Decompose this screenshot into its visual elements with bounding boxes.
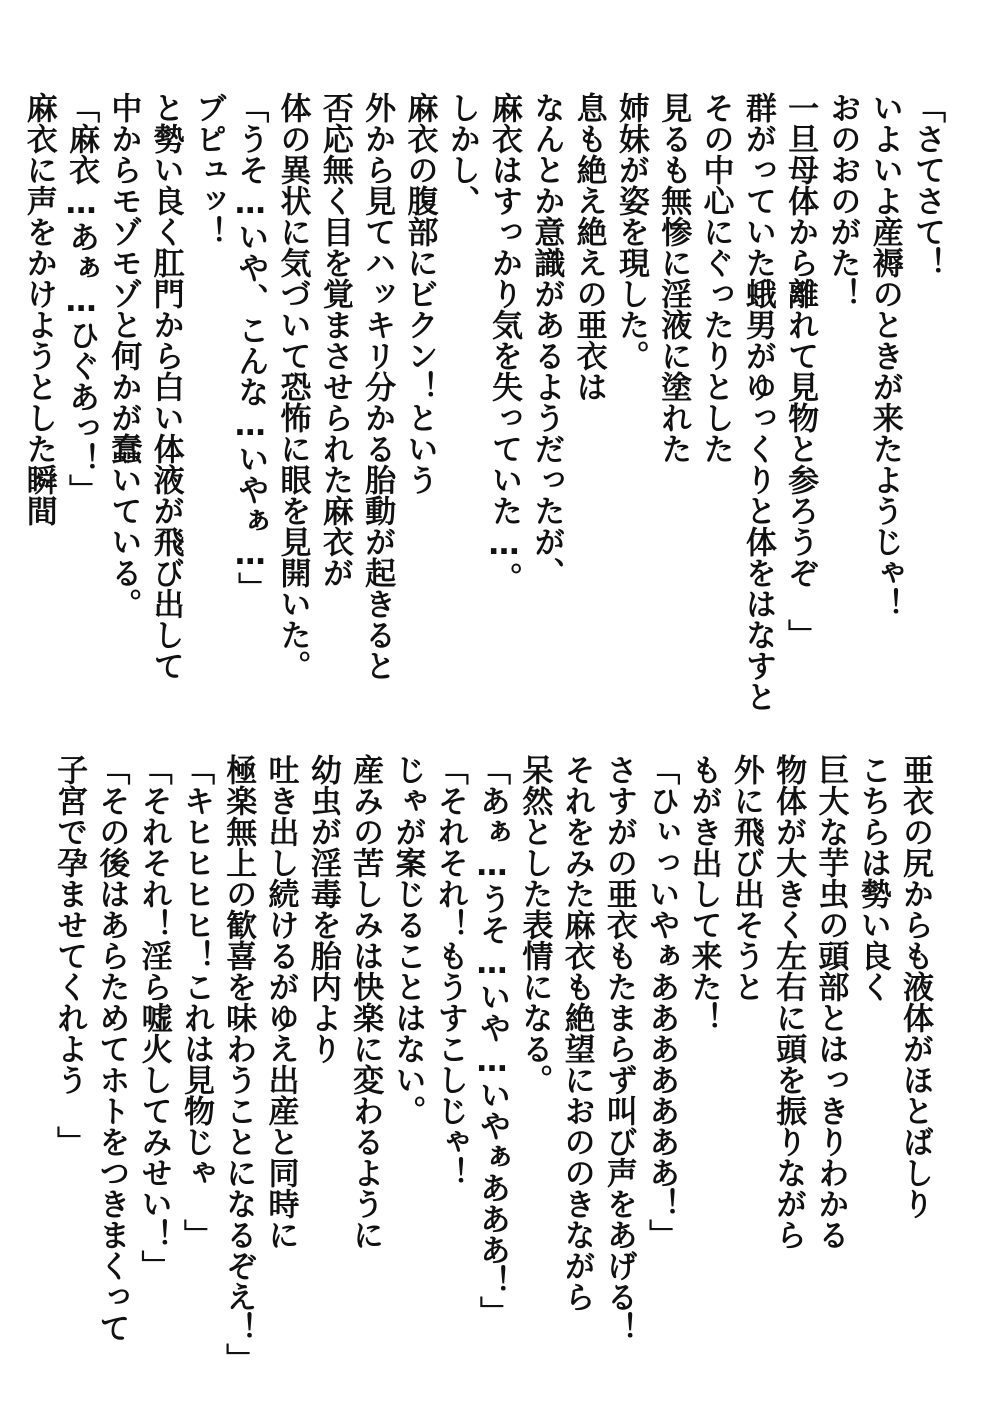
text-line: その中心にぐったりとした bbox=[697, 92, 734, 464]
text-line: 幼虫が淫毒を胎内より bbox=[304, 754, 341, 1064]
lower-text-block bbox=[48, 754, 936, 1374]
text-line: 「それそれ！淫ら嘘火してみせい！」 bbox=[135, 754, 172, 1281]
text-line: 吐き出し続けるがゆえ出産と同時に bbox=[262, 754, 299, 1250]
text-line: 外から見てハッキリ分かる胎動が起きると bbox=[359, 92, 396, 681]
text-line: 見るも無惨に淫液に塗れた bbox=[655, 92, 692, 464]
text-line: 麻衣はすっかり気を失っていた…。 bbox=[486, 92, 523, 593]
text-line: 「キヒヒヒヒ！これは見物じゃ 」 bbox=[177, 754, 214, 1250]
text-line: いよいよ産褥のときが来たようじゃ！ bbox=[866, 92, 903, 619]
text-line: それをみた麻衣も絶望におののきながら bbox=[558, 754, 595, 1312]
text-line: さすがの亜衣もたまらず叫び声をあげる！ bbox=[600, 754, 637, 1343]
text-line: 極楽無上の歓喜を味わうことになるぞえ！」 bbox=[220, 754, 257, 1374]
text-line: 巨大な芋虫の頭部とはっきりわかる bbox=[812, 754, 849, 1250]
text-line: 群がっていた蛾男がゆっくりと体をはなすと bbox=[739, 92, 776, 712]
text-line: じゃが案じることはない。 bbox=[389, 754, 426, 1126]
text-line: 「麻衣…あぁ…ひぐあっ！」 bbox=[63, 92, 100, 505]
text-line: ブピュッ！ bbox=[189, 92, 226, 247]
text-line: 亜衣の尻からも液体がほとばしり bbox=[897, 754, 933, 1219]
text-line: 麻衣に声をかけようとした瞬間 bbox=[20, 92, 57, 526]
text-line: 子宮で孕ませてくれよう 」 bbox=[51, 754, 88, 1157]
text-line: 外に飛び出そうと bbox=[727, 754, 764, 1002]
text-line: 「さてさて！ bbox=[909, 92, 945, 278]
text-line: しかし、 bbox=[443, 92, 480, 216]
text-line: 呆然とした表情になる。 bbox=[516, 754, 553, 1095]
text-line: 物体が大きく左右に頭を振りながら bbox=[770, 754, 807, 1250]
text-line: 「ひぃっいやぁあああああああ！」 bbox=[643, 754, 680, 1250]
text-line: 体の異状に気づいて恐怖に眼を見開いた。 bbox=[274, 92, 311, 681]
text-line: と勢い良く肛門から白い体液が飛び出して bbox=[147, 92, 184, 681]
text-line: 一旦母体から離れて見物と参ろうぞ 」 bbox=[782, 92, 819, 650]
text-line: 「うそ…いや、こんな…いやぁ…」 bbox=[232, 92, 269, 603]
text-line: 産みの苦しみは快楽に変わるように bbox=[347, 754, 384, 1250]
text-line: おのおのがた！ bbox=[824, 92, 861, 309]
text-line: なんとか意識があるようだったが、 bbox=[528, 92, 565, 588]
upper-text-block bbox=[17, 92, 948, 712]
text-line: 息も絶え絶えの亜衣は bbox=[570, 92, 607, 402]
text-line: こちらは勢い良く bbox=[854, 754, 891, 1002]
text-line: 否応無く目を覚まさせられた麻衣が bbox=[316, 92, 353, 588]
text-line: 「それそれ！もうすこしじゃ！ bbox=[431, 754, 468, 1188]
text-line: 姉妹が姿を現した。 bbox=[612, 92, 649, 371]
text-line: 「その後はあらためてホトをつきまくって bbox=[93, 754, 130, 1343]
text-line: 「あぁ…うそ…いや…いやぁあああ！」 bbox=[474, 754, 511, 1327]
text-line: もがき出して来た！ bbox=[685, 754, 722, 1033]
text-line: 中からモゾモゾと何かが蠢いている。 bbox=[105, 92, 142, 619]
text-line: 麻衣の腹部にビクン！という bbox=[401, 92, 438, 495]
